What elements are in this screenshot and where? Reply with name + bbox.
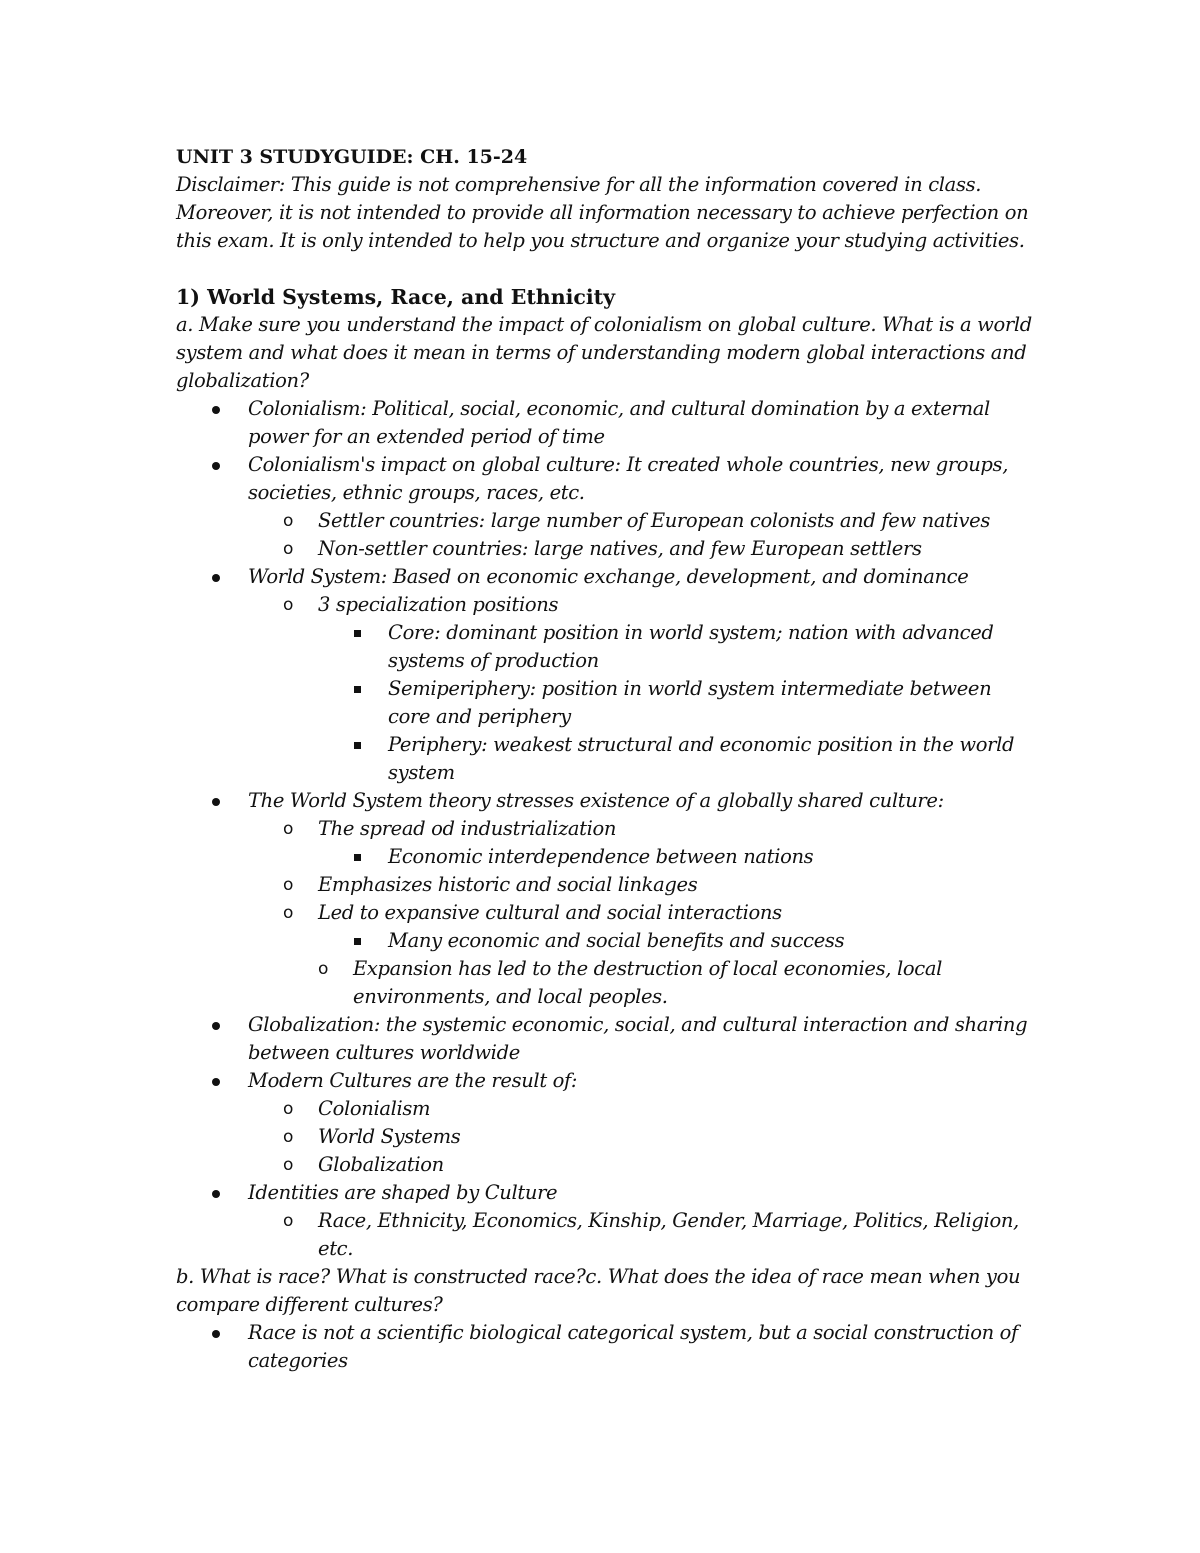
list-item-text: Globalization (318, 1153, 444, 1176)
bullet-disc-icon (212, 1022, 220, 1030)
document-content (176, 143, 1036, 1375)
bullet-circle-icon: o (318, 959, 329, 979)
bullet-square-icon (354, 686, 361, 693)
list-item-text: Modern Cultures are the result of: (248, 1069, 578, 1092)
bullet-disc-icon (212, 1078, 220, 1086)
bullet-circle-icon: o (283, 1127, 294, 1147)
question-a: a. Make sure you understand the impact of colonialism on global culture. What is a world system and what does it mean in terms of understanding modern global interactions and globalization? (176, 313, 1032, 392)
list-item (176, 507, 1036, 535)
list-item-text: Led to expansive cultural and social interactions (318, 901, 782, 924)
list-item-text: 3 specialization positions (318, 593, 559, 616)
bullet-disc-icon (212, 574, 220, 582)
bullet-disc-icon (212, 1330, 220, 1338)
list-item (176, 1011, 1036, 1067)
outline-list-a (176, 395, 1036, 1263)
list-item (176, 927, 1036, 955)
list-item (176, 1207, 1036, 1263)
bullet-circle-icon: o (283, 819, 294, 839)
list-item-text: The spread od industrialization (318, 817, 617, 840)
list-item (176, 871, 1036, 899)
bullet-disc-icon (212, 406, 220, 414)
bullet-square-icon (354, 854, 361, 861)
list-item (176, 1067, 1036, 1095)
list-item (176, 563, 1036, 591)
bullet-circle-icon: o (283, 875, 294, 895)
list-item (176, 843, 1036, 871)
disclaimer: Disclaimer: This guide is not comprehensive for all the information covered in class. Moreover, it is not intended to provide all information necessary to achieve perfection on this exam. It is only intended to help you structure and organize your studying activities. (176, 173, 1029, 252)
bullet-square-icon (354, 742, 361, 749)
page-title: UNIT 3 STUDYGUIDE: CH. 15-24 (176, 146, 528, 168)
list-item (176, 451, 1036, 507)
list-item-text: Emphasizes historic and social linkages (318, 873, 698, 896)
list-item-text: Economic interdependence between nations (388, 845, 814, 868)
list-item (176, 1095, 1036, 1123)
bullet-disc-icon (212, 462, 220, 470)
bullet-circle-icon: o (283, 539, 294, 559)
list-item-text: Race, Ethnicity, Economics, Kinship, Gender, Marriage, Politics, Religion, etc. (318, 1209, 1019, 1260)
list-item-text: The World System theory stresses existence of a globally shared culture: (248, 789, 944, 812)
list-item (176, 1179, 1036, 1207)
bullet-circle-icon: o (283, 511, 294, 531)
list-item (176, 1319, 1036, 1375)
bullet-square-icon (354, 938, 361, 945)
section-heading: 1) World Systems, Race, and Ethnicity (176, 285, 616, 309)
list-item (176, 955, 1036, 1011)
list-item-text: World System: Based on economic exchange, development, and dominance (248, 565, 969, 588)
list-item-text: Identities are shaped by Culture (248, 1181, 558, 1204)
bullet-circle-icon: o (283, 1099, 294, 1119)
list-item (176, 787, 1036, 815)
outline-list-b (176, 1319, 1036, 1375)
list-item (176, 535, 1036, 563)
list-item-text: Colonialism (318, 1097, 431, 1120)
list-item-text: Globalization: the systemic economic, social, and cultural interaction and sharing between cultures worldwide (248, 1013, 1028, 1064)
list-item-text: Colonialism's impact on global culture: It created whole countries, new groups, societies, ethnic groups, races, etc. (248, 453, 1009, 504)
bullet-circle-icon: o (283, 595, 294, 615)
list-item (176, 619, 1036, 675)
list-item (176, 899, 1036, 927)
bullet-disc-icon (212, 1190, 220, 1198)
list-item (176, 675, 1036, 731)
list-item-text: Race is not a scientific biological categorical system, but a social construction of categories (248, 1321, 1018, 1372)
list-item (176, 395, 1036, 451)
list-item (176, 1123, 1036, 1151)
bullet-disc-icon (212, 798, 220, 806)
bullet-circle-icon: o (283, 1155, 294, 1175)
list-item-text: Settler countries: large number of European colonists and few natives (318, 509, 990, 532)
list-item-text: World Systems (318, 1125, 461, 1148)
list-item-text: Expansion has led to the destruction of local economies, local environments, and local peoples. (353, 957, 942, 1008)
list-item-text: Periphery: weakest structural and economic position in the world system (388, 733, 1015, 784)
list-item-text: Colonialism: Political, social, economic, and cultural domination by a external power for an extended period of time (248, 397, 990, 448)
list-item (176, 591, 1036, 619)
list-item (176, 731, 1036, 787)
question-b: b. What is race? What is constructed race?c. What does the idea of race mean when you compare different cultures? (176, 1265, 1021, 1316)
bullet-circle-icon: o (283, 1211, 294, 1231)
list-item (176, 815, 1036, 843)
bullet-square-icon (354, 630, 361, 637)
list-item-text: Core: dominant position in world system; nation with advanced systems of production (388, 621, 994, 672)
list-item-text: Semiperiphery: position in world system intermediate between core and periphery (388, 677, 992, 728)
list-item-text: Many economic and social benefits and success (388, 929, 845, 952)
list-item (176, 1151, 1036, 1179)
spacer (176, 255, 1036, 283)
list-item-text: Non-settler countries: large natives, and few European settlers (318, 537, 922, 560)
bullet-circle-icon: o (283, 903, 294, 923)
